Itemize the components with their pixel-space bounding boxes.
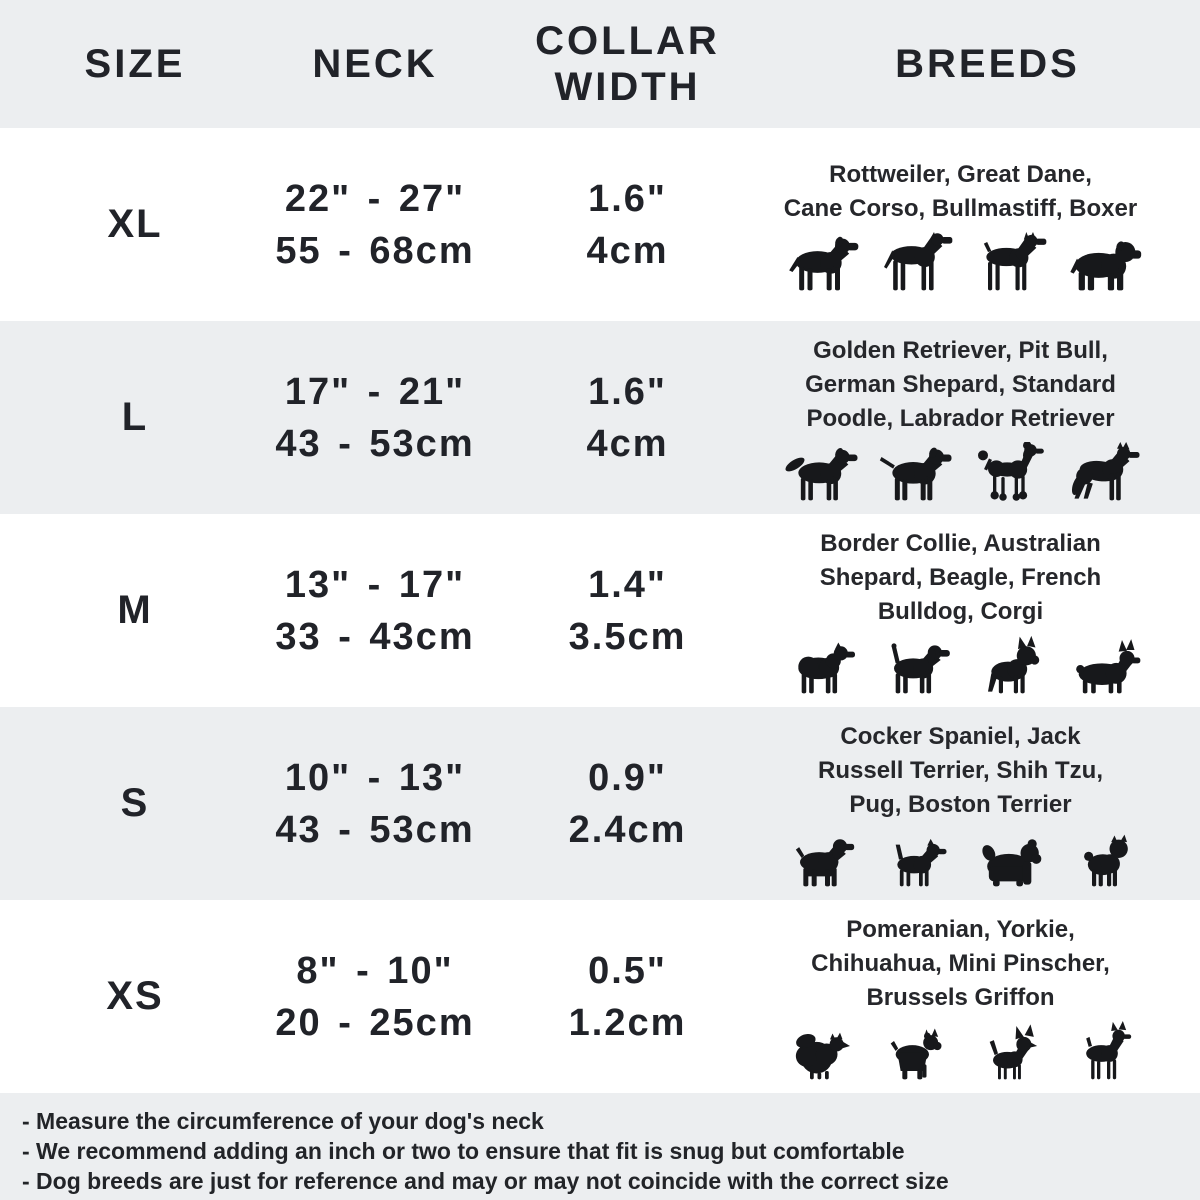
golden-retriever-icon (777, 442, 863, 502)
great-dane-icon (871, 232, 957, 292)
size-label: L (121, 395, 149, 439)
note-reference: - Dog breeds are just for reference and may or may not coincide with the correct size (22, 1168, 949, 1194)
breeds-text: Cocker Spaniel, Jack Russell Terrier, Shih Tzu, Pug, Boston Terrier (818, 722, 1103, 818)
neck-range (270, 752, 480, 856)
neck-range (270, 559, 480, 663)
neck-cm: 20 - 25cm (275, 1001, 475, 1044)
size-label: XL (107, 202, 163, 246)
neck-inches: 22" - 27" (284, 177, 466, 220)
collar-width-inches: 1.4" (588, 563, 667, 606)
neck-cm: 43 - 53cm (275, 808, 475, 851)
footer-notes (0, 1093, 1200, 1200)
shih-tzu-icon (965, 828, 1051, 888)
breeds-text: Border Collie, Australian Shepard, Beagle, French Bulldog, Corgi (819, 529, 1102, 625)
collar-width-inches: 0.9" (588, 756, 667, 799)
header-neck: NECK (312, 42, 438, 86)
jack-russell-icon (871, 828, 957, 888)
table-row-m (0, 514, 1200, 707)
note-measure: - Measure the circumference of your dog's neck (22, 1108, 544, 1134)
collar-width (480, 752, 775, 856)
collar-width-cm: 3.5cm (568, 615, 687, 658)
collar-width (480, 173, 775, 277)
collar-width-cm: 2.4cm (568, 808, 687, 851)
australian-shepherd-icon (777, 635, 863, 695)
breed-silhouettes (777, 635, 1145, 695)
breeds-cell (775, 514, 1200, 707)
corgi-icon (1059, 635, 1145, 695)
table-row-s (0, 707, 1200, 900)
labrador-icon (871, 442, 957, 502)
neck-range (270, 945, 480, 1049)
french-bulldog-icon (965, 635, 1051, 695)
neck-inches: 8" - 10" (296, 949, 454, 992)
rottweiler-icon (777, 232, 863, 292)
breeds-text: Golden Retriever, Pit Bull, German Shepard, Standard Poodle, Labrador Retriever (805, 336, 1116, 432)
german-shepherd-icon (1059, 442, 1145, 502)
min-pin-icon (1059, 1021, 1145, 1081)
breeds-cell (775, 900, 1200, 1093)
table-header (0, 0, 1200, 128)
header-collar-width: COLLAR WIDTH (535, 19, 720, 109)
doberman-icon (965, 232, 1051, 292)
note-recommend: - We recommend adding an inch or two to ensure that fit is snug but comfortable (22, 1138, 905, 1164)
header-breeds: BREEDS (895, 42, 1080, 86)
size-label: XS (106, 974, 164, 1018)
size-label: S (120, 781, 150, 825)
collar-width-inches: 1.6" (588, 177, 667, 220)
neck-inches: 17" - 21" (284, 370, 466, 413)
poodle-icon (965, 442, 1051, 502)
collar-width (480, 945, 775, 1049)
neck-cm: 33 - 43cm (275, 615, 475, 658)
neck-inches: 13" - 17" (284, 563, 466, 606)
neck-cm: 55 - 68cm (275, 229, 475, 272)
header-size: SIZE (84, 42, 186, 86)
breeds-text: Rottweiler, Great Dane, Cane Corso, Bullmastiff, Boxer (783, 160, 1138, 222)
beagle-icon (871, 635, 957, 695)
bullmastiff-icon (1059, 232, 1145, 292)
breed-silhouettes (777, 442, 1145, 502)
table-row-xl (0, 128, 1200, 321)
breeds-cell (775, 707, 1200, 900)
breeds-text: Pomeranian, Yorkie, Chihuahua, Mini Pinscher, Brussels Griffon (811, 915, 1110, 1011)
neck-range (270, 173, 480, 277)
collar-width-inches: 0.5" (588, 949, 667, 992)
pug-icon (1059, 828, 1145, 888)
yorkie-icon (871, 1021, 957, 1081)
neck-cm: 43 - 53cm (275, 422, 475, 465)
pomeranian-icon (777, 1021, 863, 1081)
table-row-xs (0, 900, 1200, 1093)
cocker-spaniel-icon (777, 828, 863, 888)
collar-width-inches: 1.6" (588, 370, 667, 413)
breed-silhouettes (777, 232, 1145, 292)
size-label: M (117, 588, 153, 632)
collar-width (480, 366, 775, 470)
breed-silhouettes (777, 1021, 1145, 1081)
breeds-cell (775, 321, 1200, 514)
collar-width-cm: 4cm (586, 422, 669, 465)
chihuahua-icon (965, 1021, 1051, 1081)
collar-width-cm: 1.2cm (568, 1001, 687, 1044)
breeds-cell (775, 128, 1200, 321)
collar-width-cm: 4cm (586, 229, 669, 272)
neck-range (270, 366, 480, 470)
collar-width (480, 559, 775, 663)
table-row-l (0, 321, 1200, 514)
neck-inches: 10" - 13" (284, 756, 466, 799)
breed-silhouettes (777, 828, 1145, 888)
